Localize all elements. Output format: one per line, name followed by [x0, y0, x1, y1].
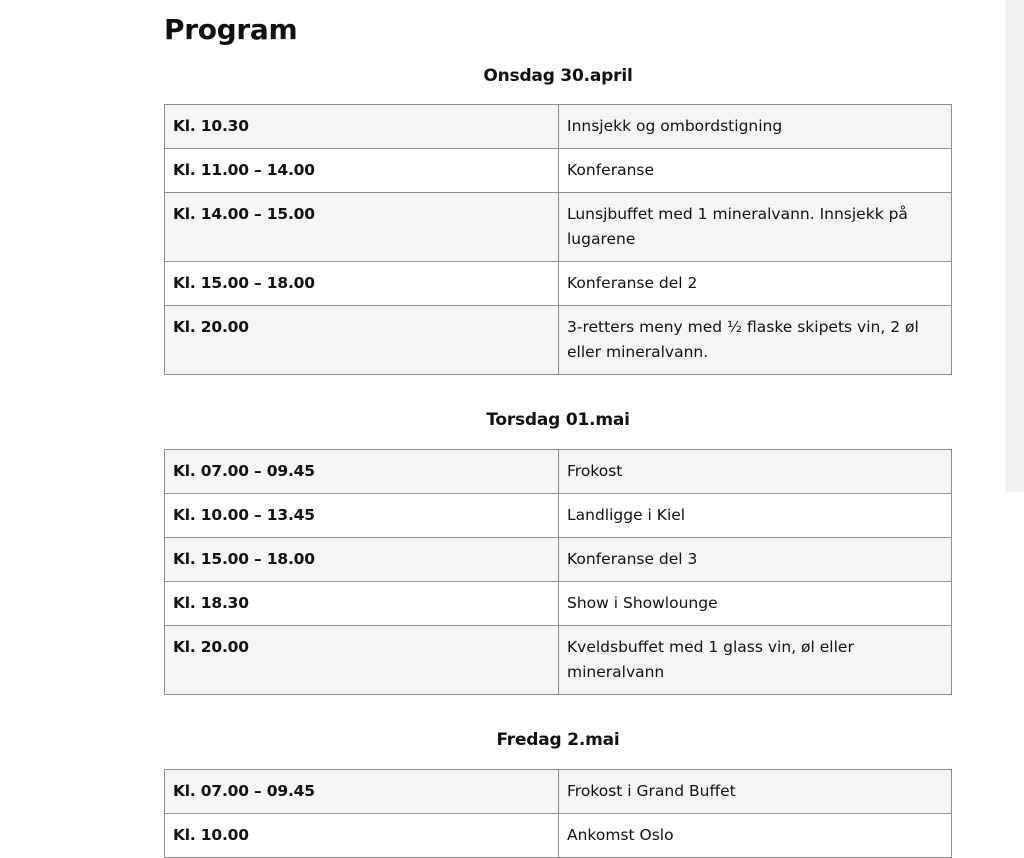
activity-cell: Innsjekk og ombordstigning: [559, 105, 952, 149]
time-cell: Kl. 07.00 – 09.45: [165, 770, 559, 814]
activity-cell: 3-retters meny med ½ flaske skipets vin, 2 øl eller mineralvann.: [559, 306, 952, 375]
activity-cell: Show i Showlounge: [559, 582, 952, 626]
table-row: [165, 582, 952, 626]
time-cell: Kl. 15.00 – 18.00: [165, 538, 559, 582]
scrollbar-track[interactable]: [1005, 0, 1024, 492]
activity-cell: Konferanse: [559, 149, 952, 193]
schedule-table-thursday: [164, 449, 952, 695]
table-row: [165, 450, 952, 494]
activity-cell: Kveldsbuffet med 1 glass vin, øl eller mineralvann: [559, 626, 952, 695]
table-row: [165, 494, 952, 538]
time-cell: Kl. 20.00: [165, 306, 559, 375]
table-row: [165, 105, 952, 149]
schedule-table-wednesday: [164, 104, 952, 375]
activity-cell: Konferanse del 3: [559, 538, 952, 582]
program-content: [164, 0, 952, 858]
time-cell: Kl. 10.00: [165, 814, 559, 858]
table-row: [165, 149, 952, 193]
time-cell: Kl. 10.00 – 13.45: [165, 494, 559, 538]
table-row: [165, 770, 952, 814]
time-cell: Kl. 18.30: [165, 582, 559, 626]
table-row: [165, 262, 952, 306]
time-cell: Kl. 11.00 – 14.00: [165, 149, 559, 193]
time-cell: Kl. 15.00 – 18.00: [165, 262, 559, 306]
activity-cell: Lunsjbuffet med 1 mineralvann. Innsjekk på lugarene: [559, 193, 952, 262]
day-heading-thursday: Torsdag 01.mai: [486, 410, 630, 430]
time-cell: Kl. 07.00 – 09.45: [165, 450, 559, 494]
time-cell: Kl. 20.00: [165, 626, 559, 695]
table-row: [165, 538, 952, 582]
table-row: [165, 193, 952, 262]
activity-cell: Frokost i Grand Buffet: [559, 770, 952, 814]
activity-cell: Landligge i Kiel: [559, 494, 952, 538]
table-row: [165, 626, 952, 695]
activity-cell: Ankomst Oslo: [559, 814, 952, 858]
page-title: Program: [164, 13, 298, 46]
activity-cell: Konferanse del 2: [559, 262, 952, 306]
time-cell: Kl. 14.00 – 15.00: [165, 193, 559, 262]
time-cell: Kl. 10.30: [165, 105, 559, 149]
activity-cell: Frokost: [559, 450, 952, 494]
day-heading-friday: Fredag 2.mai: [496, 730, 620, 750]
table-row: [165, 814, 952, 858]
table-row: [165, 306, 952, 375]
schedule-table-friday: [164, 769, 952, 858]
day-heading-wednesday: Onsdag 30.april: [483, 66, 633, 86]
